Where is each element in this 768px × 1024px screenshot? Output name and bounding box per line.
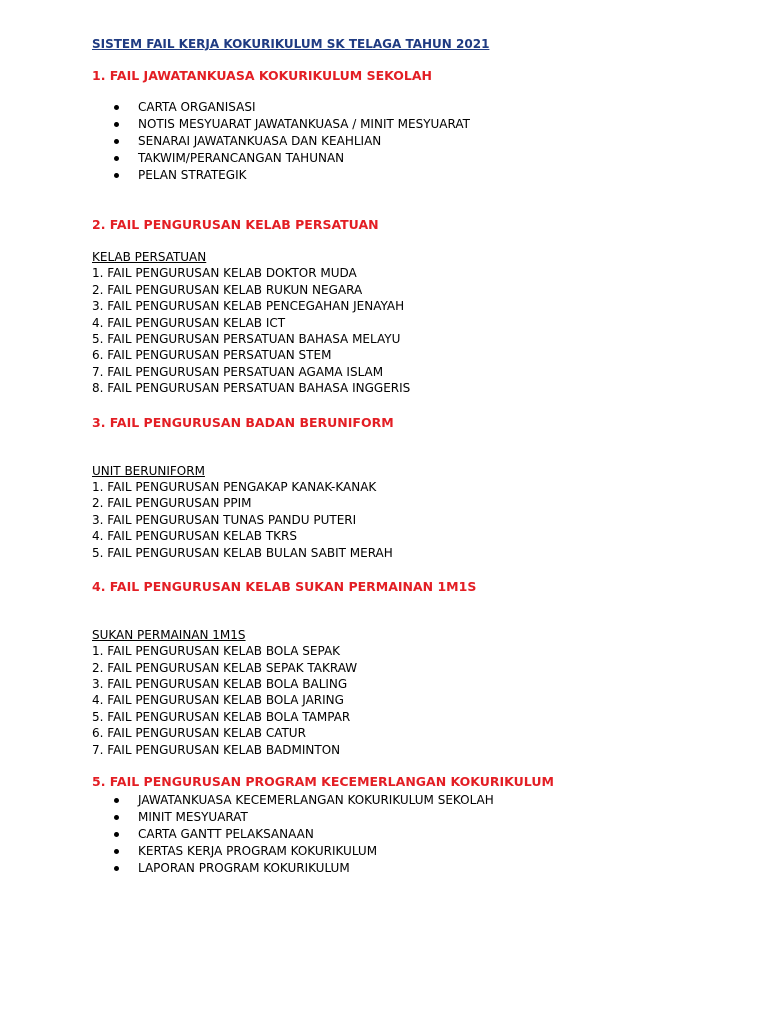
section-4-list xyxy=(92,643,732,758)
list-item: 2. FAIL PENGURUSAN PPIM xyxy=(92,496,252,511)
list-item: 4. FAIL PENGURUSAN KELAB TKRS xyxy=(92,529,297,544)
section-2-heading: 2. FAIL PENGURUSAN KELAB PERSATUAN xyxy=(92,217,379,232)
list-item: 2. FAIL PENGURUSAN KELAB SEPAK TAKRAW xyxy=(92,660,358,675)
list-item: 5. FAIL PENGURUSAN PERSATUAN BAHASA MELAYU xyxy=(92,331,401,346)
list-item: 5. FAIL PENGURUSAN KELAB BOLA TAMPAR xyxy=(92,709,351,724)
section-4-heading: 4. FAIL PENGURUSAN KELAB SUKAN PERMAINAN 1M1S xyxy=(92,578,477,594)
list-item: 2. FAIL PENGURUSAN KELAB RUKUN NEGARA xyxy=(92,282,363,297)
list-item: 1. FAIL PENGURUSAN KELAB BOLA SEPAK xyxy=(92,644,341,659)
list-item: 1. FAIL PENGURUSAN PENGAKAP KANAK-KANAK xyxy=(92,479,377,494)
document-title: SISTEM FAIL KERJA KOKURIKULUM SK TELAGA TAHUN 2021 xyxy=(92,37,490,51)
section-2-subheading: KELAB PERSATUAN xyxy=(92,250,207,264)
section-4-subheading: SUKAN PERMAINAN 1M1S xyxy=(92,627,246,642)
section-5-heading: 5. FAIL PENGURUSAN PROGRAM KECEMERLANGAN KOKURIKULUM xyxy=(92,774,554,790)
section-3-list xyxy=(92,479,732,561)
bullet-item: TAKWIM/PERANCANGAN TAHUNAN xyxy=(114,150,732,167)
list-item: 3. FAIL PENGURUSAN KELAB BOLA BALING xyxy=(92,677,348,692)
list-item: 6. FAIL PENGURUSAN PERSATUAN STEM xyxy=(92,348,332,363)
bullet-item: CARTA GANTT PELAKSANAAN xyxy=(114,826,732,843)
bullet-item: JAWATANKUASA KECEMERLANGAN KOKURIKULUM SEKOLAH xyxy=(114,792,732,809)
list-item: 1. FAIL PENGURUSAN KELAB DOKTOR MUDA xyxy=(92,266,357,281)
section-2-list xyxy=(92,265,732,396)
section-3-subheading: UNIT BERUNIFORM xyxy=(92,463,205,478)
list-item: 3. FAIL PENGURUSAN TUNAS PANDU PUTERI xyxy=(92,512,357,527)
list-item: 7. FAIL PENGURUSAN PERSATUAN AGAMA ISLAM xyxy=(92,364,384,379)
list-item: 6. FAIL PENGURUSAN KELAB CATUR xyxy=(92,726,306,741)
list-item: 5. FAIL PENGURUSAN KELAB BULAN SABIT MERAH xyxy=(92,545,393,560)
section-1-heading: 1. FAIL JAWATANKUASA KOKURIKULUM SEKOLAH xyxy=(92,68,432,83)
bullet-item: MINIT MESYUARAT xyxy=(114,809,732,826)
section-3-heading: 3. FAIL PENGURUSAN BADAN BERUNIFORM xyxy=(92,414,394,430)
bullet-item: NOTIS MESYUARAT JAWATANKUASA / MINIT MESYUARAT xyxy=(114,116,732,133)
list-item: 3. FAIL PENGURUSAN KELAB PENCEGAHAN JENAYAH xyxy=(92,299,405,314)
document-page xyxy=(92,36,732,877)
list-item: 7. FAIL PENGURUSAN KELAB BADMINTON xyxy=(92,742,341,757)
bullet-item: LAPORAN PROGRAM KOKURIKULUM xyxy=(114,860,732,877)
list-item: 4. FAIL PENGURUSAN KELAB ICT xyxy=(92,315,286,330)
bullet-item: KERTAS KERJA PROGRAM KOKURIKULUM xyxy=(114,843,732,860)
list-item: 8. FAIL PENGURUSAN PERSATUAN BAHASA INGGERIS xyxy=(92,381,411,396)
section-1-bullet-list xyxy=(92,99,732,184)
bullet-item: PELAN STRATEGIK xyxy=(114,167,732,184)
section-5-bullet-list xyxy=(92,792,732,877)
bullet-item: SENARAI JAWATANKUASA DAN KEAHLIAN xyxy=(114,133,732,150)
bullet-item: CARTA ORGANISASI xyxy=(114,99,732,116)
list-item: 4. FAIL PENGURUSAN KELAB BOLA JARING xyxy=(92,693,344,708)
